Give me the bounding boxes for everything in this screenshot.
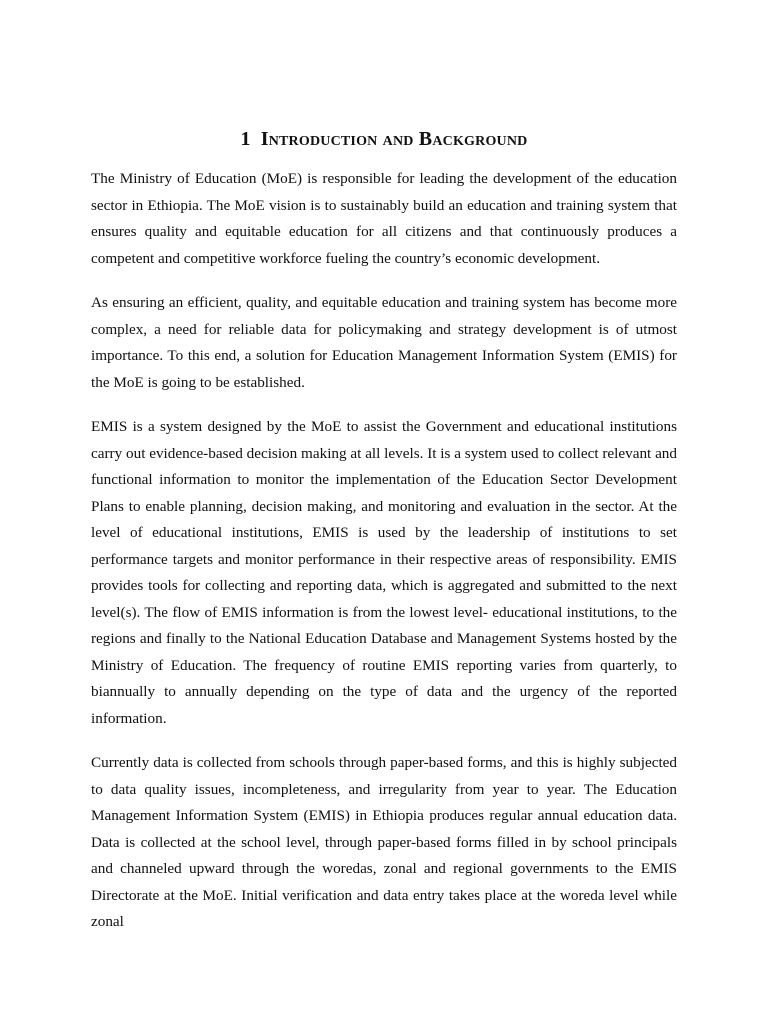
body-text [91, 166, 677, 954]
paragraph-emis-description: EMIS is a system designed by the MoE to assist the Government and educational institutions carry out evidence-based decision making at all levels. It is a system used to collect relevant and functional information to monitor the implementation of the Education Sector Development Plans to enable planning, decision making, and monitoring and evaluation in the sector. At the level of educational institutions, EMIS is used by the leadership of institutions to set performance targets and monitor performance in their respective areas of responsibility. EMIS provides tools for collecting and reporting data, which is aggregated and submitted to the next level(s). The flow of EMIS information is from the lowest level- educational institutions, to the regions and finally to the National Education Database and Management Systems hosted by the Ministry of Education. The frequency of routine EMIS reporting varies from quarterly, to biannually to annually depending on the type of data and the urgency of the reported information. [91, 418, 677, 727]
section-number: 1 [240, 128, 251, 150]
section-title: Introduction and Background [260, 128, 528, 150]
paragraph-current-data-collection: Currently data is collected from schools through paper-based forms, and this is highly subjected to data quality issues, incompleteness, and irregularity from year to year. The Education Management Information System (EMIS) in Ethiopia produces regular annual education data. Data is collected at the school level, through paper-based forms filled in by school principals and channeled upward through the woredas, zonal and regional governments to the EMIS Directorate at the MoE. Initial verification and data entry takes place at the woreda level while zonal [91, 754, 677, 930]
paragraph-moe-responsibility: The Ministry of Education (MoE) is responsible for leading the development of the education sector in Ethiopia. The MoE vision is to sustainably build an education and training system that ensures quality and equitable education for all citizens and that continuously produces a competent and competitive workforce fueling the country’s economic development. [91, 170, 677, 267]
section-heading [0, 124, 768, 154]
paragraph-emis-need: As ensuring an efficient, quality, and equitable education and training system has become more complex, a need for reliable data for policymaking and strategy development is of utmost importance. To this end, a solution for Education Management Information System (EMIS) for the MoE is going to be established. [91, 294, 677, 391]
